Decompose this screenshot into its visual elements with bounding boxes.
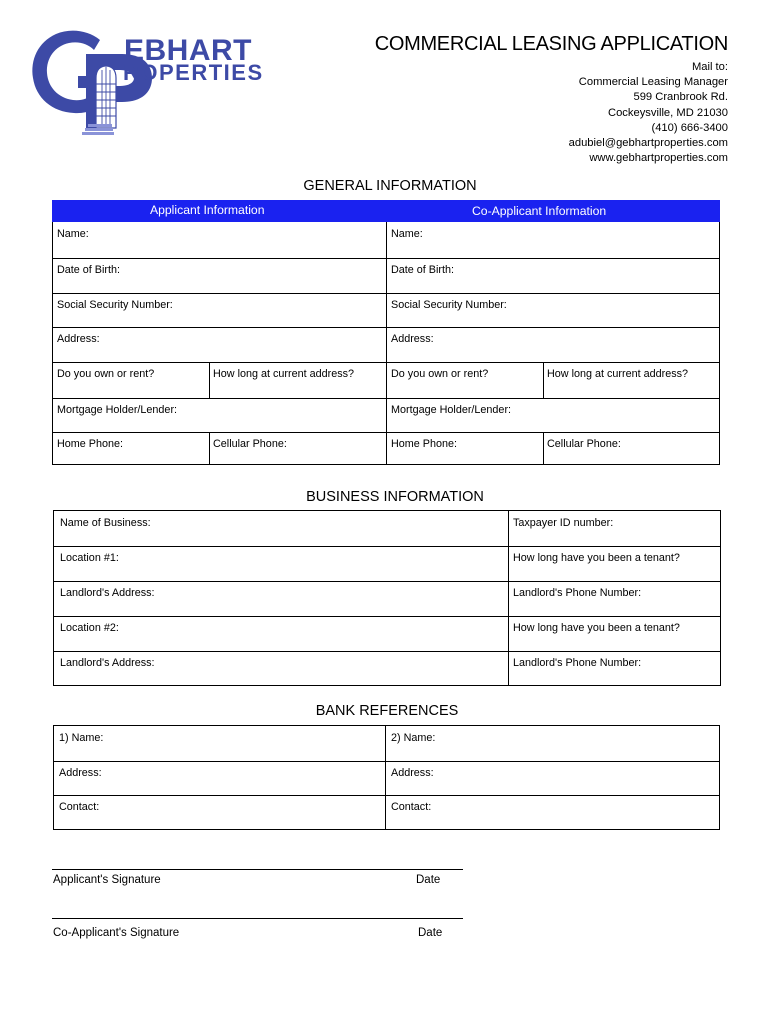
general-information-heading: GENERAL INFORMATION	[303, 178, 477, 194]
taxpayer-id-field[interactable]: Taxpayer ID number:	[513, 517, 614, 529]
logo-text-line1: EBHART	[124, 34, 252, 67]
coapplicant-name-field[interactable]: Name:	[391, 228, 423, 240]
applicant-information-label: Applicant Information	[150, 203, 265, 217]
general-information-form	[52, 222, 720, 465]
coapplicant-date-label: Date	[418, 927, 443, 939]
applicant-own-rent-field[interactable]: Do you own or rent?	[57, 368, 155, 380]
landlord-phone-1-field[interactable]: Landlord's Phone Number:	[513, 587, 642, 599]
coapplicant-how-long-field[interactable]: How long at current address?	[547, 368, 689, 380]
applicant-mortgage-field[interactable]: Mortgage Holder/Lender:	[57, 404, 178, 416]
applicant-signature-line[interactable]	[52, 869, 463, 870]
applicant-cell-phone-field[interactable]: Cellular Phone:	[213, 438, 287, 450]
applicant-how-long-field[interactable]: How long at current address?	[213, 368, 355, 380]
bank-2-contact-field[interactable]: Contact:	[391, 801, 432, 813]
business-name-field[interactable]: Name of Business:	[60, 517, 151, 529]
document-title: COMMERCIAL LEASING APPLICATION	[374, 33, 728, 55]
coapplicant-own-rent-field[interactable]: Do you own or rent?	[391, 368, 489, 380]
applicant-home-phone-field[interactable]: Home Phone:	[57, 438, 124, 450]
bank-1-name-field[interactable]: 1) Name:	[59, 732, 104, 744]
coapplicant-dob-field[interactable]: Date of Birth:	[391, 264, 455, 276]
applicant-signature-label: Applicant's Signature	[53, 874, 161, 886]
applicant-date-label: Date	[416, 874, 441, 886]
mail-recipient: Commercial Leasing Manager	[578, 76, 728, 89]
landlord-address-1-field[interactable]: Landlord's Address:	[60, 587, 155, 599]
bank-2-name-field[interactable]: 2) Name:	[391, 732, 436, 744]
logo-text-line2: ROPERTIES	[123, 60, 264, 85]
mailing-address-block	[569, 60, 728, 166]
mail-phone: (410) 666-3400	[651, 121, 728, 134]
mail-website: www.gebhartproperties.com	[589, 152, 728, 165]
applicant-dob-field[interactable]: Date of Birth:	[57, 264, 121, 276]
bank-references-heading: BANK REFERENCES	[315, 703, 459, 719]
mail-email: adubiel@gebhartproperties.com	[568, 137, 728, 150]
mail-street: 599 Cranbrook Rd.	[633, 91, 728, 104]
landlord-phone-2-field[interactable]: Landlord's Phone Number:	[513, 657, 642, 669]
bank-2-address-field[interactable]: Address:	[391, 767, 434, 779]
row-divider	[53, 258, 719, 259]
row-divider	[53, 327, 719, 328]
coapplicant-signature-line[interactable]	[52, 918, 463, 919]
coapplicant-information-label: Co-Applicant Information	[472, 204, 607, 218]
applicant-ssn-field[interactable]: Social Security Number:	[57, 299, 173, 311]
tenant-duration-1-field[interactable]: How long have you been a tenant?	[513, 552, 680, 564]
coapplicant-home-phone-field[interactable]: Home Phone:	[391, 438, 458, 450]
tenant-duration-2-field[interactable]: How long have you been a tenant?	[513, 622, 680, 634]
coapplicant-ssn-field[interactable]: Social Security Number:	[391, 299, 507, 311]
applicant-name-field[interactable]: Name:	[57, 228, 89, 240]
column-divider	[385, 726, 386, 830]
mail-city-state-zip: Cockeysville, MD 21030	[607, 106, 728, 119]
bank-references-form	[53, 725, 720, 830]
bank-1-address-field[interactable]: Address:	[59, 767, 102, 779]
coapplicant-signature-label: Co-Applicant's Signature	[53, 927, 180, 939]
business-information-form	[53, 510, 721, 686]
mail-to-label: Mail to:	[691, 61, 728, 73]
business-information-heading: BUSINESS INFORMATION	[306, 489, 484, 505]
landlord-address-2-field[interactable]: Landlord's Address:	[60, 657, 155, 669]
coapplicant-address-field[interactable]: Address:	[391, 333, 434, 345]
location-2-field[interactable]: Location #2:	[60, 622, 119, 634]
bank-1-contact-field[interactable]: Contact:	[59, 801, 100, 813]
location-1-field[interactable]: Location #1:	[60, 552, 119, 564]
coapplicant-cell-phone-field[interactable]: Cellular Phone:	[547, 438, 621, 450]
coapplicant-mortgage-field[interactable]: Mortgage Holder/Lender:	[391, 404, 512, 416]
company-logo	[30, 26, 290, 138]
applicant-address-field[interactable]: Address:	[57, 333, 100, 345]
general-information-banner	[52, 200, 720, 222]
